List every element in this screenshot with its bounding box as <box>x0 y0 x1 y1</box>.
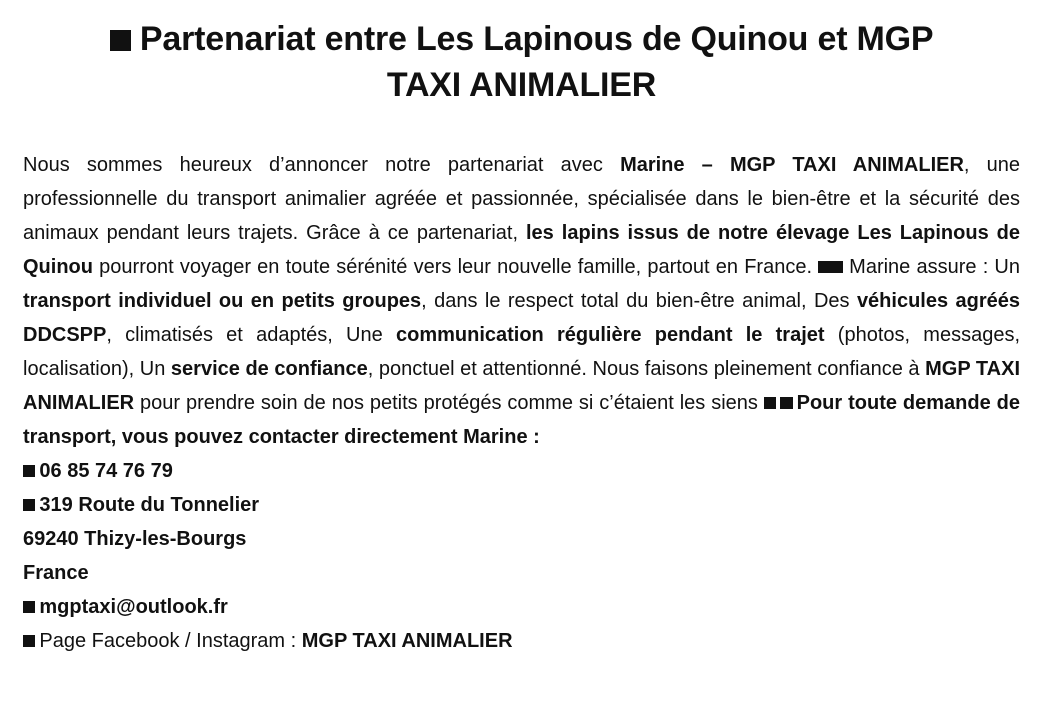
phone-icon <box>23 465 35 477</box>
email-line <box>23 590 1020 624</box>
paragraph-text: pourront voyager en toute sérénité vers leur nouvelle famille, partout en France. <box>92 256 819 278</box>
square-bullet-icon <box>780 397 792 409</box>
paragraph-text: Marine assure : Un <box>842 256 1021 278</box>
social-icon <box>23 635 35 647</box>
square-bullet-icon <box>110 30 131 51</box>
email-address[interactable]: mgptaxi@outlook.fr <box>39 596 228 618</box>
address-country: France <box>23 562 89 584</box>
trust-highlight: service de confiance <box>170 358 368 380</box>
social-line <box>23 624 1020 658</box>
social-label: Page Facebook / Instagram : <box>39 630 302 652</box>
paragraph-text: , dans le respect total du bien-être animal, Des <box>421 290 857 312</box>
announcement-paragraph <box>23 148 1020 454</box>
social-name[interactable]: MGP TAXI ANIMALIER <box>301 630 513 652</box>
paragraph-text: pour prendre soin de nos petits protégés comme si c’étaient les siens <box>134 392 764 414</box>
address-city: 69240 Thizy-les-Bourgs <box>23 528 247 550</box>
paragraph-text: Nous sommes heureux d’annoncer notre partenariat avec <box>23 154 621 176</box>
service-highlight: transport individuel ou en petits groupes <box>23 290 422 312</box>
company-name: MGP TAXI ANIMALIER <box>23 358 1021 414</box>
contact-intro: Pour toute demande de transport, vous pouvez contacter directement Marine : <box>23 392 1020 448</box>
communication-highlight: communication régulière pendant le trajet <box>395 324 825 346</box>
partner-name: Marine – MGP TAXI ANIMALIER <box>620 154 964 176</box>
location-icon <box>23 499 35 511</box>
title-line-2: TAXI ANIMALIER <box>386 66 657 104</box>
phone-line <box>23 454 1020 488</box>
paragraph-text: (photos, messages, localisation), Un <box>23 324 1021 380</box>
vehicles-highlight: véhicules agréés DDCSPP <box>23 290 1020 346</box>
paragraph-text: , ponctuel et attentionné. Nous faisons pleinement confiance à <box>367 358 926 380</box>
contact-block <box>23 454 1020 658</box>
phone-number[interactable]: 06 85 74 76 79 <box>39 460 173 482</box>
email-icon <box>23 601 35 613</box>
breeding-highlight: les lapins issus de notre élevage Les Lapinous de Quinou <box>23 222 1021 278</box>
address-street: 319 Route du Tonnelier <box>39 494 260 516</box>
square-bullet-icon <box>764 397 776 409</box>
square-bullet-icon <box>818 261 830 273</box>
paragraph-text: , une professionnelle du transport animalier agréée et passionnée, spécialisée dans le bien-être et la sécurité des animaux pendant leurs trajets. Grâce à ce partenariat, <box>23 154 1021 244</box>
title-line-1: Partenariat entre Les Lapinous de Quinou et MGP <box>139 20 934 58</box>
square-bullet-icon <box>831 261 843 273</box>
address-street-line <box>23 488 1020 522</box>
document-title <box>23 16 1020 108</box>
paragraph-text: , climatisés et adaptés, Une <box>106 324 396 346</box>
